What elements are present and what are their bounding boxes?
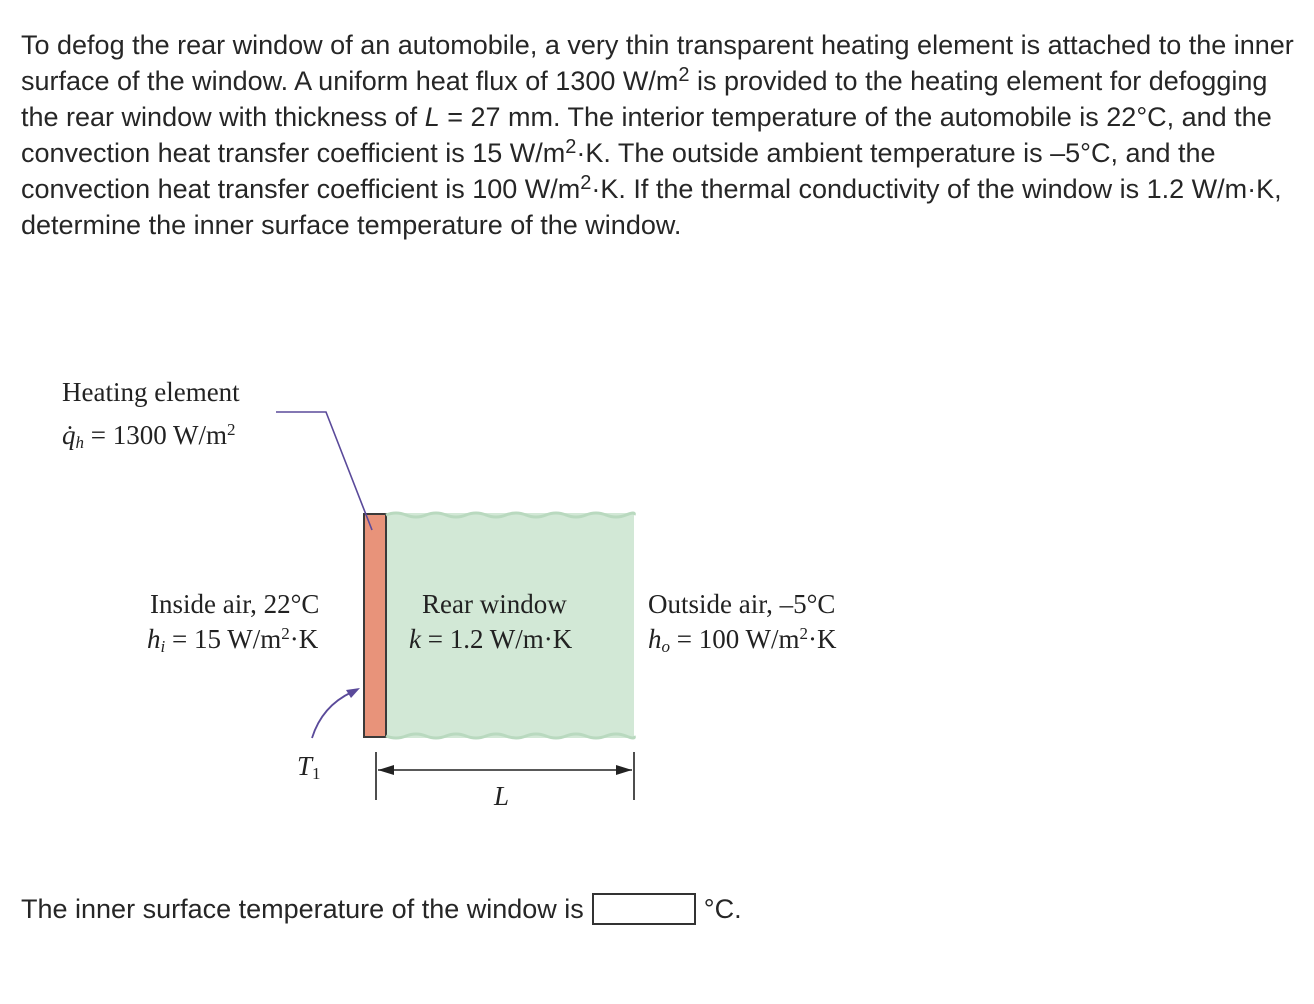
dim-arrow-left [378, 765, 394, 775]
answer-row [21, 893, 742, 925]
problem-text-3: = 27 mm. The interior temperature of the automobile is 22°C, and the convection heat transfer coefficient is 15 W/m [21, 101, 1272, 168]
k-value: = 1.2 W/m·K [420, 624, 573, 654]
problem-text-4: ·K. The outside ambient temperature is –5°C, and the convection heat transfer coefficient is 100 W/m [21, 137, 1216, 204]
problem-statement [21, 28, 1301, 243]
t1-subscript: 1 [312, 764, 321, 783]
h-subscript: o [661, 637, 670, 656]
heating-element-title: Heating element [62, 377, 240, 407]
answer-unit: °C. [703, 893, 742, 924]
answer-input[interactable] [592, 893, 696, 925]
length-symbol: L [494, 781, 510, 811]
t1-label [297, 750, 321, 783]
answer-prefix: The inner surface temperature of the window is [21, 893, 584, 924]
h-subscript: i [160, 637, 166, 656]
window-top-edge [386, 513, 634, 517]
h-symbol: h [147, 624, 161, 654]
heating-element-leader [276, 412, 372, 530]
t1-arrowhead [346, 688, 360, 698]
window-bottom-edge [386, 734, 634, 738]
h-unit-tail: ·K [289, 624, 319, 654]
h-exponent: 2 [281, 624, 290, 643]
h-exponent: 2 [799, 624, 808, 643]
inside-air-title: Inside air, 22°C [150, 589, 320, 619]
h-symbol: h [648, 624, 662, 654]
dim-arrow-right [616, 765, 632, 775]
q-value: = 1300 W/m [84, 420, 227, 450]
heat-transfer-figure [0, 360, 900, 820]
q-subscript: h [75, 433, 84, 452]
outside-air-title: Outside air, –5°C [648, 589, 836, 619]
variable-L: L [424, 101, 440, 132]
rear-window-title: Rear window [422, 589, 567, 619]
problem-text-1: To defog the rear window of an automobile, a very thin transparent heating element is attached to the inner surface of the window. A uniform heat flux of 1300 W/m [21, 30, 1294, 96]
problem-text-2: is provided to the heating element for defogging the rear window with thickness of [21, 65, 1268, 132]
length-label [494, 780, 509, 813]
conductivity-label [409, 623, 572, 656]
q-symbol: q̇ [62, 420, 76, 450]
exponent: 2 [565, 135, 577, 158]
q-exponent: 2 [226, 420, 236, 439]
problem-text-5: ·K. If the thermal conductivity of the window is 1.2 W/m·K, determine the inner surface temperature of the window. [21, 173, 1282, 240]
heat-flux-label [62, 419, 235, 452]
t1-arrow [312, 692, 352, 738]
inside-h-label [147, 623, 318, 656]
h-value: = 15 W/m [165, 624, 282, 654]
k-symbol: k [409, 624, 421, 654]
exponent: 2 [678, 63, 690, 86]
t1-symbol: T [297, 751, 313, 781]
h-value: = 100 W/m [670, 624, 800, 654]
outside-h-label [648, 623, 836, 656]
exponent: 2 [580, 171, 592, 194]
h-unit-tail: ·K [807, 624, 837, 654]
